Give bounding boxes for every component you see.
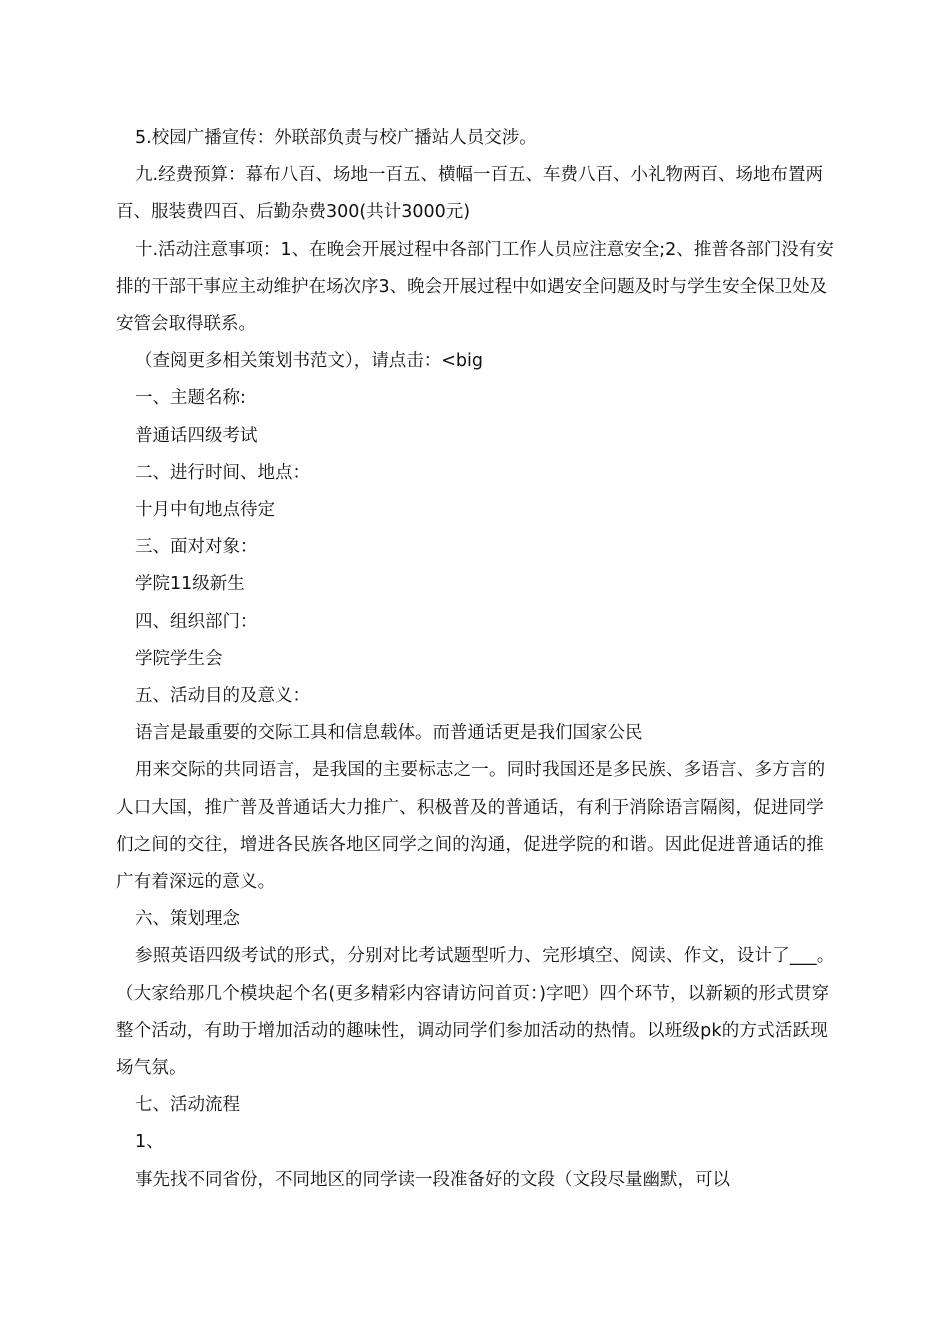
- paragraph-time-place-value: 十月中旬地点待定: [135, 500, 275, 521]
- heading-organizer: 四、组织部门：: [135, 611, 258, 632]
- heading-time-place: 二、进行时间、地点：: [135, 462, 310, 483]
- heading-process: 七、活动流程: [135, 1095, 240, 1116]
- paragraph-purpose-2: 用来交际的共同语言，是我国的主要标志之一。同时我国还是多民族、多语言、多方言的人口大国，推广普及普通话大力推广、积极普及的普通话，有利于消除语言隔阂，促进同学们之间的交往，增进各民族各地区同学之间的沟通，促进学院的和谐。因此促进普通话的推广有着深远的意义。: [116, 760, 826, 893]
- paragraph-organizer-value: 学院学生会: [135, 648, 223, 669]
- paragraph-step-number: 1、: [135, 1132, 164, 1153]
- paragraph-audience-value: 学院11级新生: [135, 574, 245, 595]
- heading-theme: 一、主题名称:: [135, 388, 246, 409]
- document-body: [116, 120, 836, 1199]
- paragraph-budget: 九.经费预算：幕布八百、场地一百五、横幅一百五、车费八百、小礼物两百、场地布置两百、服装费四百、后勤杂费300(共计3000元): [116, 165, 824, 223]
- paragraph-notes: 十.活动注意事项：1、在晚会开展过程中各部门工作人员应注意安全;2、推普各部门没有安排的干部干事应主动维护在场次序3、晚会开展过程中如遇安全问题及时与学生安全保卫处及安管会取得联系。: [116, 239, 834, 335]
- heading-audience: 三、面对对象：: [135, 537, 258, 558]
- paragraph-concept: 参照英语四级考试的形式，分别对比考试题型听力、完形填空、阅读、作文，设计了___。（大家给那几个模块起个名(更多精彩内容请访问首页：)字吧）四个环节，以新颖的形式贯穿整个活动，有助于增加活动的趣味性，调动同学们参加活动的热情。以班级pk的方式活跃现场气氛。: [116, 946, 835, 1079]
- paragraph-theme-value: 普通话四级考试: [135, 425, 258, 446]
- heading-concept: 六、策划理念: [135, 909, 240, 930]
- heading-purpose: 五、活动目的及意义：: [135, 686, 310, 707]
- paragraph-step-1: 事先找不同省份，不同地区的同学读一段准备好的文段（文段尽量幽默，可以: [135, 1169, 730, 1190]
- paragraph-campus-broadcast: 5.校园广播宣传：外联部负责与校广播站人员交涉。: [135, 128, 537, 148]
- paragraph-purpose-1: 语言是最重要的交际工具和信息载体。而普通话更是我们国家公民: [135, 723, 643, 744]
- paragraph-more-link: （查阅更多相关策划书范文），请点击：<big: [135, 351, 483, 372]
